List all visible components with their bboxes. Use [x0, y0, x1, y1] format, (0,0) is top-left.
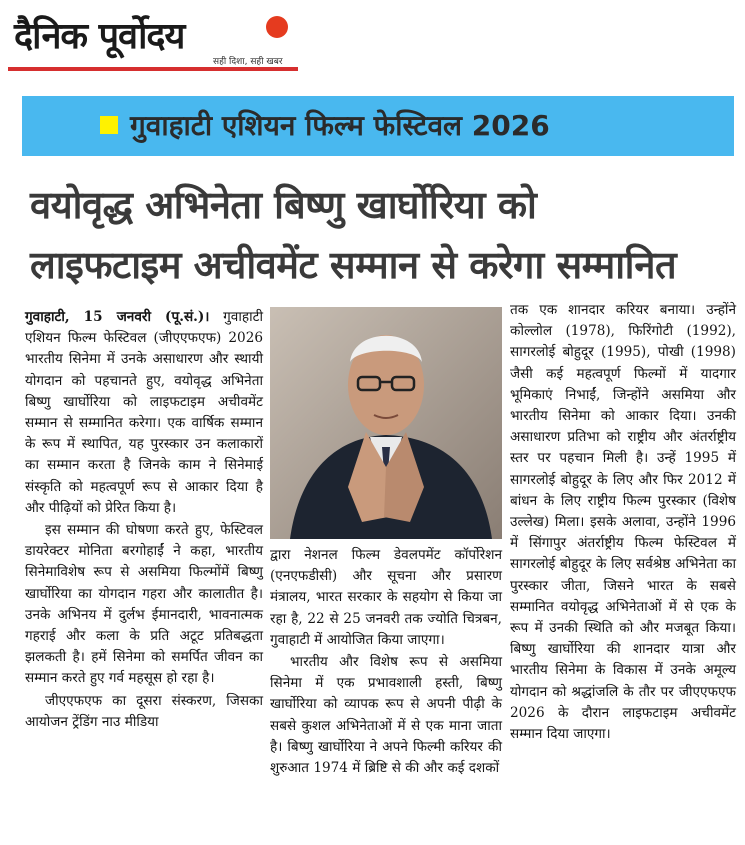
paragraph: जीएएफएफ का दूसरा संस्करण, जिसका आयोजन ट्रेंडिंग नाउ मीडिया — [25, 692, 263, 730]
masthead — [8, 4, 308, 74]
section-banner — [22, 96, 734, 156]
article-column-2 — [270, 545, 502, 779]
paragraph: भारतीय और विशेष रूप से असमिया सिनेमा में एक प्रभावशाली हस्ती, बिष्णु खार्घोरिया को व्यापक रूप से अपनी पीढ़ी के सबसे कुशल अभिनेताओं में से एक माना जाता है। बिष्णु खार्घोरिया ने अपने फिल्मी करियर की शुरुआत 1974 में ब्रिष्टि से की और कई दशकों — [270, 654, 502, 777]
article-column-1 — [25, 307, 263, 733]
dateline: गुवाहाटी, 15 जनवरी (पू.सं.)। — [25, 309, 210, 325]
paragraph: तक एक शानदार करियर बनाया। उन्होंने कोल्लोल (1978), फिरिंगोटी (1992), सागरलोई बोहुदूर (1995), पोखी (1998) जैसी कई महत्वपूर्ण फिल्मों में यादगार भूमिकाएं निभाईं, जिन्होंने असमिया और भारतीय सिनेमा को आकार दिया। उनकी असाधारण प्रतिभा को राष्ट्रीय और अंतर्राष्ट्रीय स्तर पर पहचान मिली है। उन्हें 1995 में सागरलोई बोहुदूर के लिए और फिर 2012 में बांधन के लिए राष्ट्रीय फिल्म पुरस्कार (विशेष उल्लेख) मिला। इसके अलावा, उन्होंने 1996 में सिंगापुर अंतर्राष्ट्रीय फिल्म फेस्टिवल में सागरलोई बोहुदूर के लिए सर्वश्रेष्ठ अभिनेता का पुरस्कार जीता, जिसने भारत के सबसे सम्मानित वयोवृद्ध अभिनेताओं में से एक के रूप में उनकी स्थिति को और मजबूत किया। बिष्णु खार्घोरिया की शानदार यात्रा और भारतीय सिनेमा के विकास में उनके अमूल्य योगदान को श्रद्धांजलि के तौर पर जीएएफएफ 2026 के दौरान लाइफटाइम अचीवमेंट सम्मान दिया जाएगा। — [510, 302, 736, 743]
masthead-rule — [8, 67, 298, 71]
headline-line-1: वयोवृद्ध अभिनेता बिष्णु खार्घोरिया को — [30, 183, 537, 227]
newspaper-logo: दैनिक पूर्वोदय — [14, 16, 185, 57]
newspaper-tagline: सही दिशा, सही खबर — [213, 57, 283, 67]
banner-square-icon — [100, 116, 118, 134]
paragraph: द्वारा नेशनल फिल्म डेवलपमेंट कॉर्पोरेशन (एनएफडीसी) और सूचना और प्रसारण मंत्रालय, भारत सरकार के सहयोग से किया जा रहा है, 22 से 25 जनवरी तक ज्योति चित्रबन, गुवाहाटी में आयोजित किया जाएगा। — [270, 547, 502, 648]
banner-title: गुवाहाटी एशियन फिल्म फेस्टिवल 2026 — [130, 109, 550, 142]
paragraph: गुवाहाटी एशियन फिल्म फेस्टिवल (जीएएफएफ) 2026 भारतीय सिनेमा में उनके असाधारण और स्थायी योगदान को पहचानते हुए, वयोवृद्ध अभिनेता बिष्णु खार्घोरिया को लाइफटाइम अचीवमेंट सम्मान से सम्मानित करेगा। एक वार्षिक सम्मान के रूप में स्थापित, यह पुरस्कार उन कलाकारों का सम्मान करता है जिनके काम ने सिनेमाई संस्कृति को महत्वपूर्ण रूप से आकार दिया है और पीढ़ियों को प्रेरित किया है। — [25, 309, 263, 516]
paragraph: इस सम्मान की घोषणा करते हुए, फेस्टिवल डायरेक्टर मोनिता बरगोहाईं ने कहा, भारतीय सिनेमाविशेष रूप से असमिया फिल्मोंमें बिष्णु खार्घोरिया का योगदान गहरा और कालातीत है। उनके अभिनय में दुर्लभ ईमानदारी, भावनात्मक गहराई और कला के प्रति अटूट प्रतिबद्धता झलकती है। हमें सिनेमा को समर्पित जीवन का सम्मान करते हुए गर्व महसूस हो रहा है। — [25, 522, 263, 687]
actor-photo — [270, 307, 502, 539]
headline-line-2: लाइफटाइम अचीवमेंट सम्मान से करेगा सम्मानित — [30, 243, 677, 287]
article-column-3 — [510, 300, 736, 745]
logo-sun-icon — [266, 16, 288, 38]
